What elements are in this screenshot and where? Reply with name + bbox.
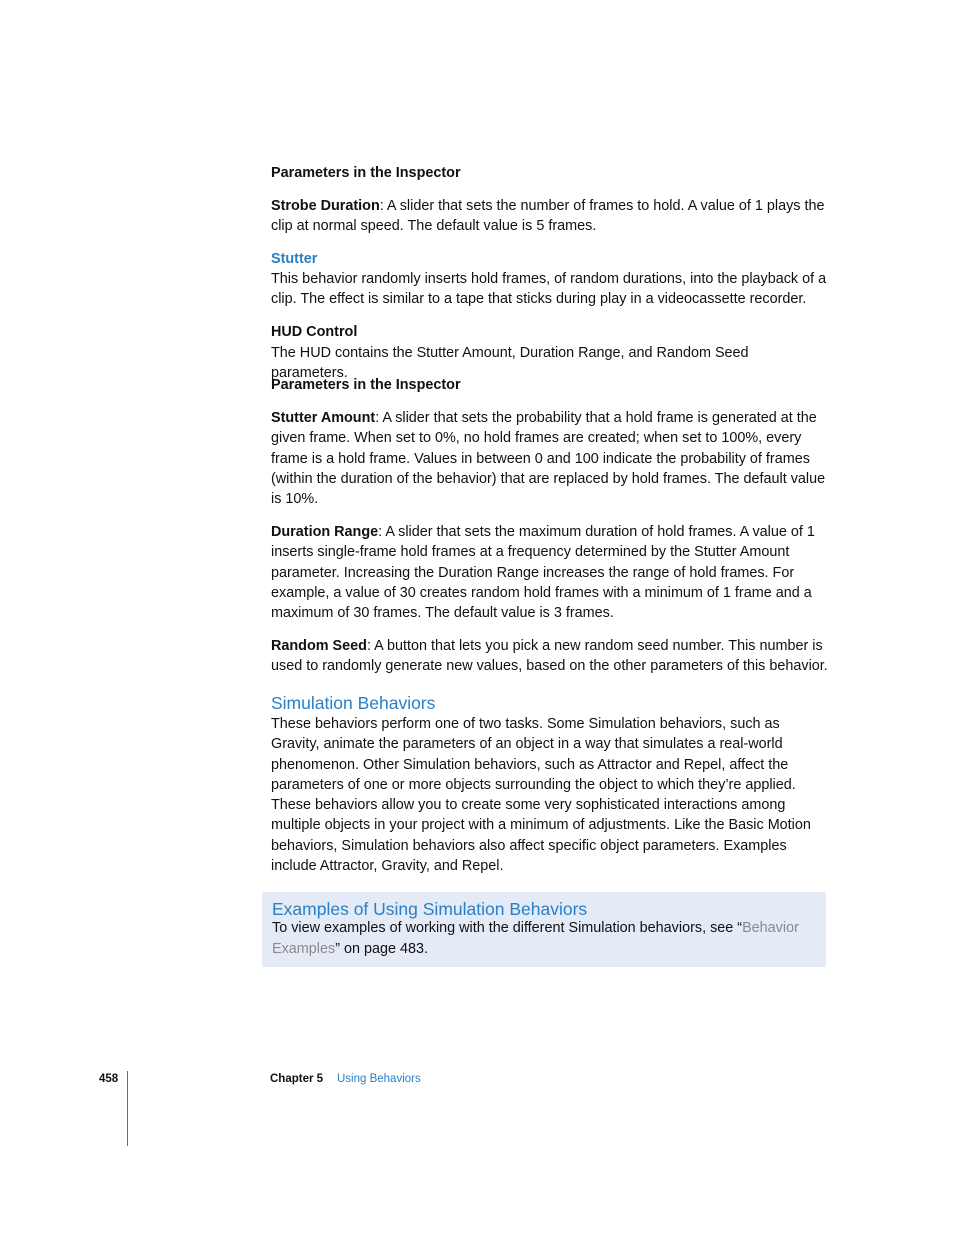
behavior-examples-link[interactable]: Behavior Examples — [272, 920, 799, 957]
simulation-behaviors-paragraph: These behaviors perform one of two tasks. Some Simulation behaviors, such as Gravity, animate the parameters of an object in a way that simulates a real-world phenomenon. Other Simulation behaviors, such as Attractor and Repel, affect the parameters of one or more objects surrounding the object to which they’re applied. These behaviors allow you to create some very sophisticated interactions among multiple objects in your project with a minimum of adjustments. Like the Basic Motion behaviors, Simulation behaviors also affect specific object parameters. Examples include Attractor, Gravity, and Repel. — [271, 716, 811, 875]
footer-divider — [127, 1071, 128, 1146]
simulation-behaviors-heading: Simulation Behaviors — [271, 693, 436, 713]
random-seed-term: Random Seed — [271, 638, 367, 654]
footer-chapter-title[interactable]: Using Behaviors — [337, 1073, 421, 1085]
stutter-amount-paragraph — [271, 408, 829, 509]
examples-note-text-before: To view examples of working with the different Simulation behaviors, see “ — [272, 920, 743, 936]
random-seed-paragraph — [271, 636, 829, 677]
page-number: 458 — [99, 1073, 119, 1085]
hud-control-paragraph: The HUD contains the Stutter Amount, Duration Range, and Random Seed parameters. — [271, 345, 749, 382]
strobe-duration-term: Strobe Duration — [271, 198, 380, 214]
duration-range-paragraph — [271, 522, 829, 623]
random-seed-text: : A button that lets you pick a new random seed number. This number is used to randomly generate new values, based on the other parameters of this behavior. — [271, 638, 828, 675]
strobe-duration-text: : A slider that sets the number of frames to hold. A value of 1 plays the clip at normal speed. The default value is 5 frames. — [271, 198, 825, 235]
params-heading-1: Parameters in the Inspector — [271, 165, 461, 181]
examples-note-box — [262, 892, 826, 967]
duration-range-term: Duration Range — [271, 524, 379, 540]
duration-range-text: : A slider that sets the maximum duration of hold frames. A value of 1 inserts single-frame hold frames at a frequency determined by the Stutter Amount parameter. Increasing the Duration Range increases the range of hold frames. For example, a value of 30 creates random hold frames with a minimum of 1 frame and a maximum of 30 frames. The default value is 3 frames. — [271, 524, 815, 622]
stutter-amount-text: : A slider that sets the probability that a hold frame is generated at the given frame. When set to 0%, no hold frames are created; when set to 100%, every frame is a hold frame. Values in between 0 and 100 indicate the probability of frames (within the duration of the behavior) that are replaced by hold frames. The default value is 10%. — [271, 410, 826, 508]
params-heading-2: Parameters in the Inspector — [271, 377, 461, 393]
stutter-amount-term: Stutter Amount — [271, 410, 376, 426]
examples-note-text-after: ” on page 483. — [335, 940, 429, 957]
strobe-duration-paragraph — [271, 196, 829, 237]
footer-chapter-label: Chapter 5 — [270, 1073, 324, 1085]
examples-note-text — [272, 918, 812, 959]
stutter-heading: Stutter — [271, 251, 318, 267]
stutter-paragraph: This behavior randomly inserts hold frames, of random durations, into the playback of a clip. The effect is similar to a tape that sticks during play in a videocassette recorder. — [271, 271, 827, 308]
hud-control-heading: HUD Control — [271, 324, 358, 340]
examples-note-title: Examples of Using Simulation Behaviors — [272, 899, 588, 919]
